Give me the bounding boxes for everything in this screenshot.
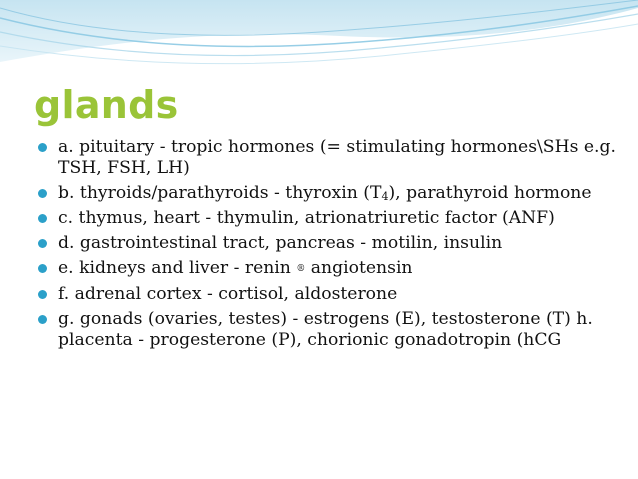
bullet-dot-icon	[38, 189, 47, 198]
bullet-dot-icon	[38, 290, 47, 299]
bullet-dot-icon	[38, 143, 47, 152]
list-item	[36, 183, 616, 204]
list-item	[36, 208, 616, 229]
list-item	[36, 137, 616, 179]
bullet-text: e. kidneys and liver - renin	[58, 258, 297, 278]
bullet-text: g. gonads (ovaries, testes) - estrogens (E), testosterone (T) h. placenta - progesterone (P), chorionic gonadotropin (hCG	[58, 309, 593, 350]
bullet-text-continued: angiotensin	[305, 258, 413, 278]
slide-title: glands	[34, 83, 179, 127]
list-item	[36, 233, 616, 254]
decorative-wave-banner	[0, 0, 638, 80]
bullet-dot-icon	[38, 239, 47, 248]
bullet-text: d. gastrointestinal tract, pancreas - motilin, insulin	[58, 233, 503, 253]
bullet-text: f. adrenal cortex - cortisol, aldosterone	[58, 284, 398, 304]
registered-symbol: ®	[296, 264, 306, 274]
bullet-dot-icon	[38, 214, 47, 223]
list-item	[36, 309, 616, 351]
subscript-4: 4	[381, 190, 389, 203]
bullet-text: a. pituitary - tropic hormones (= stimulating hormones\SHs e.g. TSH, FSH, LH)	[58, 137, 616, 178]
bullet-text: b. thyroids/parathyroids - thyroxin (T	[58, 183, 382, 203]
bullet-text-continued: ), parathyroid hormone	[388, 183, 592, 203]
list-item	[36, 284, 616, 305]
list-item	[36, 258, 616, 280]
bullet-text: c. thymus, heart - thymulin, atrionatriuretic factor (ANF)	[58, 208, 555, 228]
bullet-dot-icon	[38, 315, 47, 324]
bullet-list	[36, 137, 616, 355]
bullet-dot-icon	[38, 264, 47, 273]
